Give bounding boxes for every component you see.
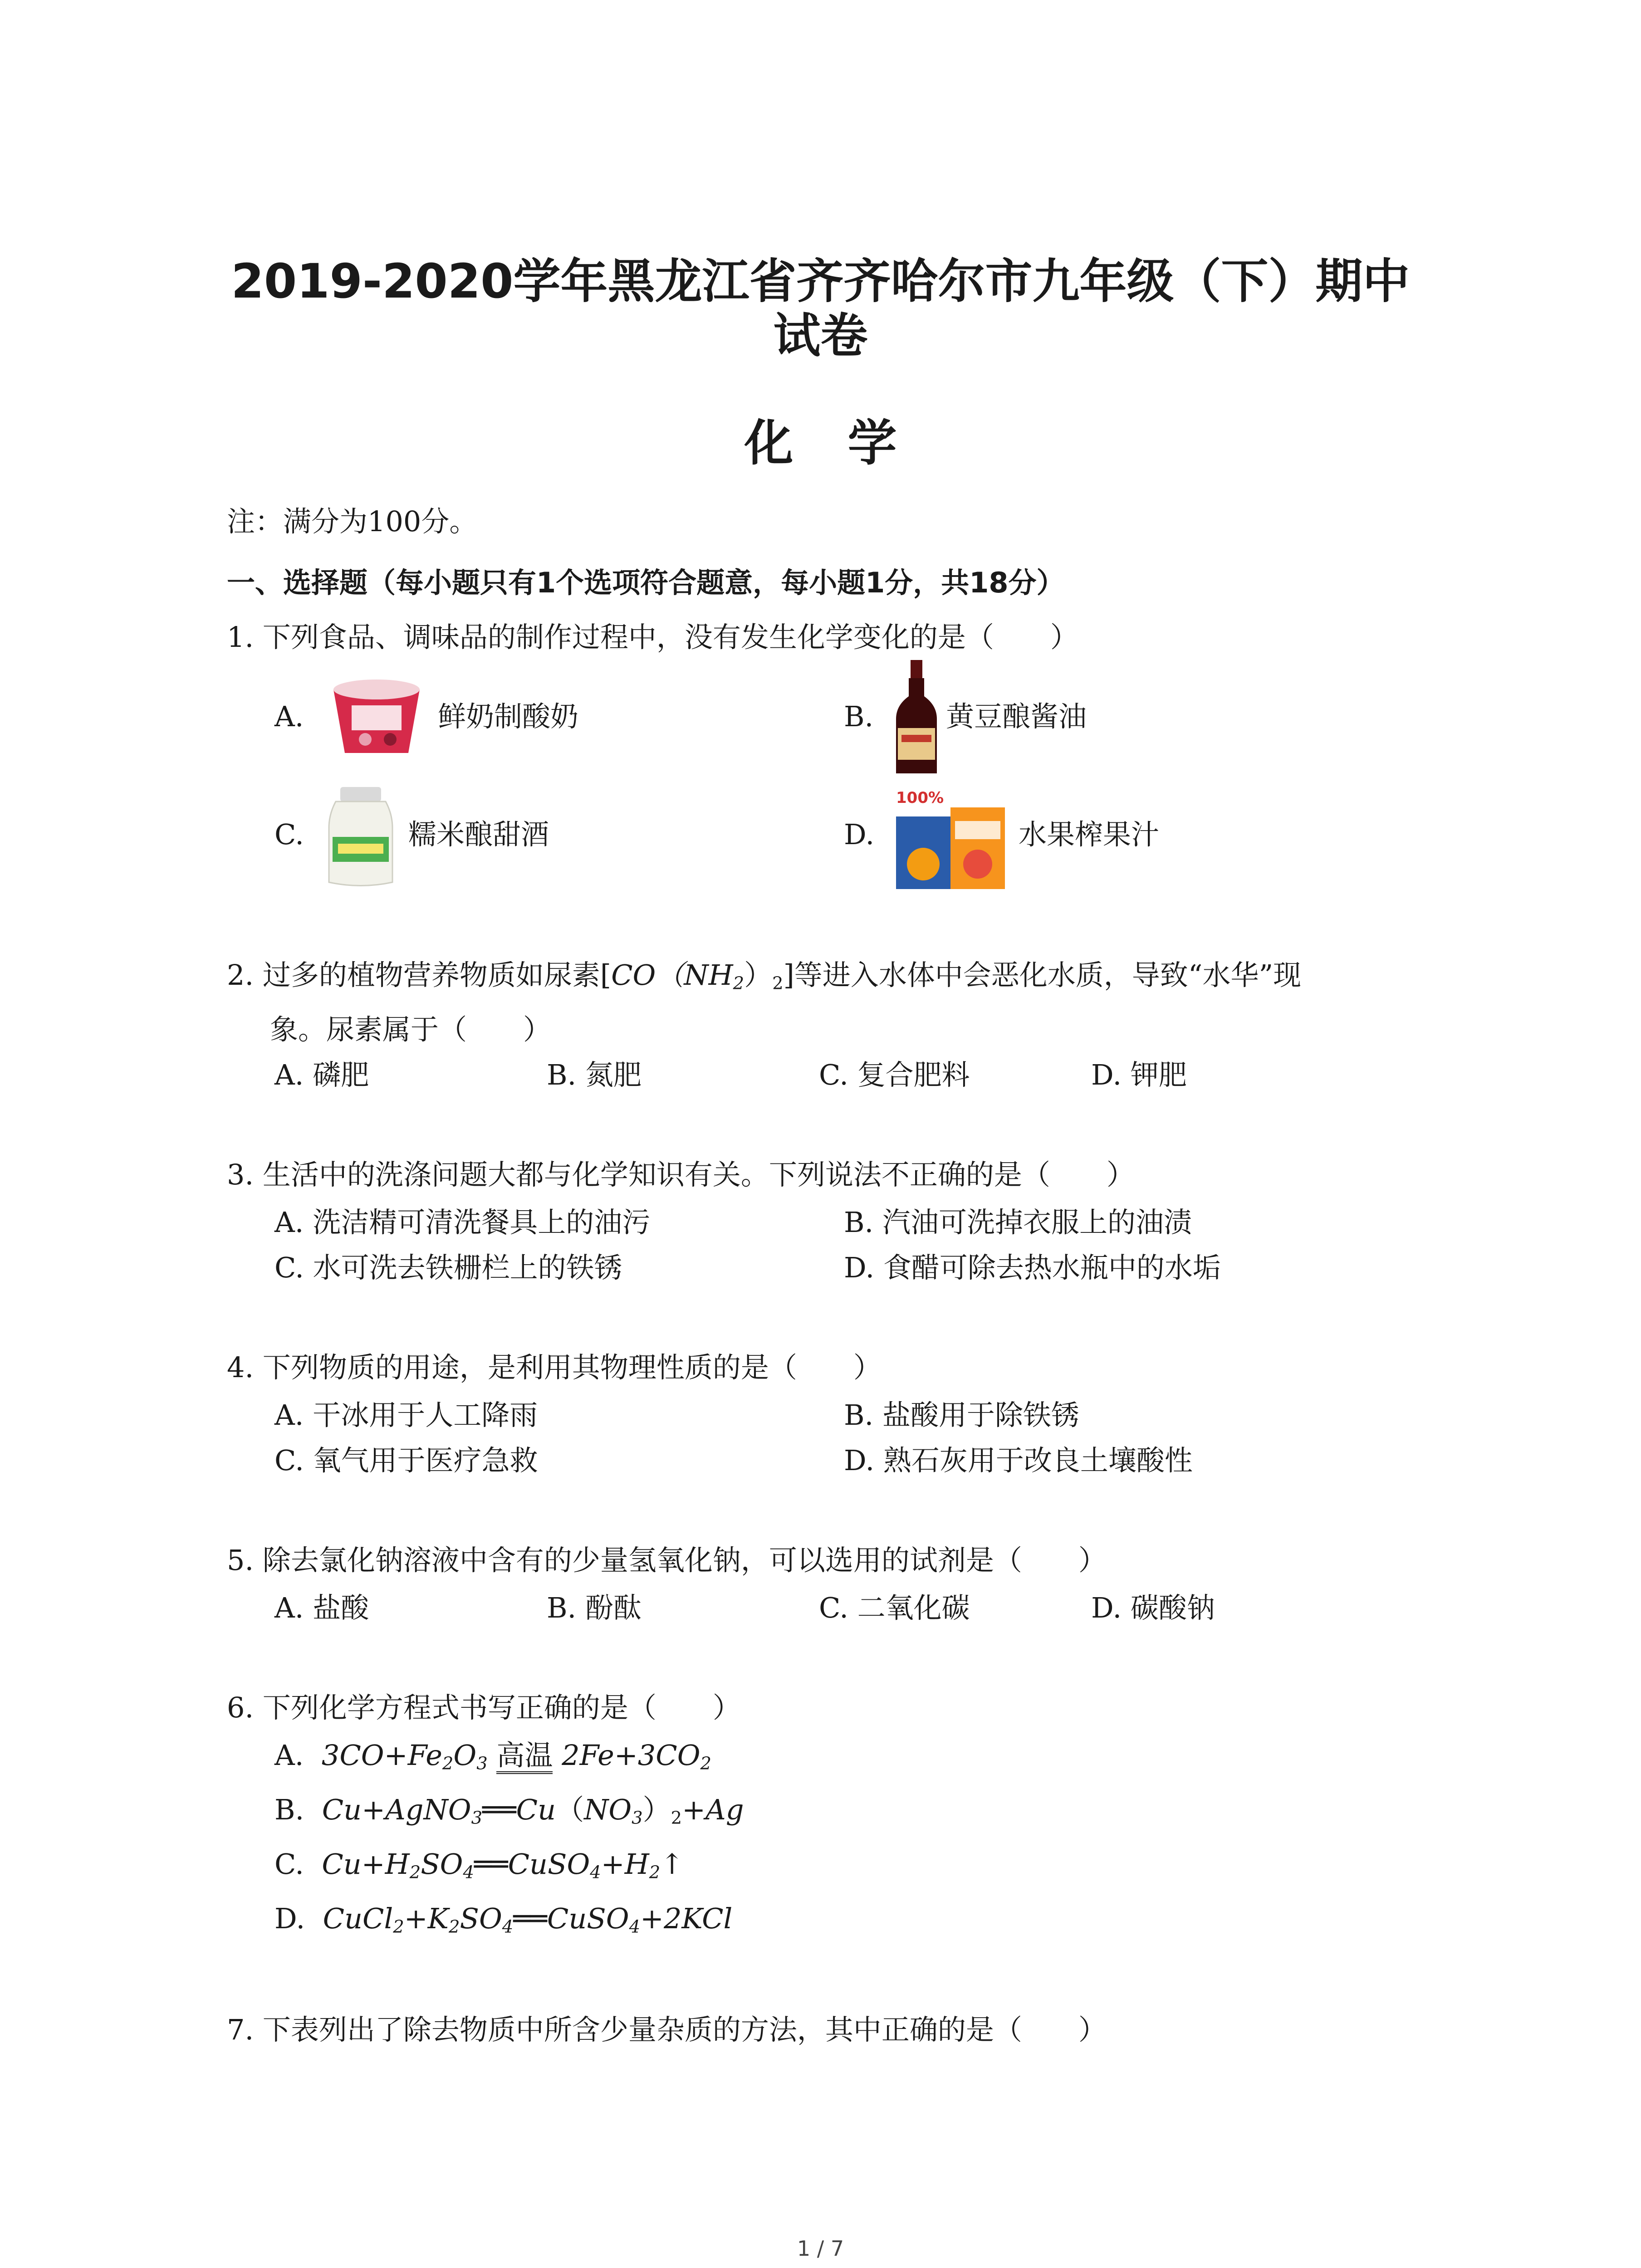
q3-option-c: C. 水可洗去铁栅栏上的铁锈	[274, 1251, 622, 1284]
question-7-stem: 7. 下表列出了除去物质中所含少量杂质的方法，其中正确的是（ ）	[227, 2013, 1107, 2046]
juice-badge: 100%	[896, 789, 944, 807]
question-4-stem: 4. 下列物质的用途，是利用其物理性质的是（ ）	[227, 1351, 882, 1384]
q2-option-b: B. 氮肥	[547, 1058, 642, 1091]
question-6-stem: 6. 下列化学方程式书写正确的是（ ）	[227, 1691, 741, 1724]
section-heading: 一、选择题（每小题只有1个选项符合题意，每小题1分，共18分）	[227, 566, 1065, 599]
page-number: 1 / 7	[797, 2236, 844, 2261]
page-title: 2019-2020学年黑龙江省齐齐哈尔市九年级（下）期中	[231, 254, 1410, 309]
q4-option-a: A. 干冰用于人工降雨	[274, 1398, 538, 1432]
q1-option-a-letter: A.	[274, 700, 304, 733]
q5-option-a: A. 盐酸	[274, 1591, 369, 1624]
q5-option-b: B. 酚酞	[547, 1591, 642, 1624]
q6-option-c: C. $Cu+H_2SO_4══CuSO_4+H_2↑$	[274, 1848, 684, 1883]
q6-option-b: B. $Cu+AgNO_3══Cu(NO_3)_2+Ag$	[274, 1793, 744, 1828]
page-title-line2: 试卷	[773, 308, 868, 363]
q5-option-c: C. 二氧化碳	[819, 1591, 970, 1624]
q6-option-a: A. $3CO+Fe_2O_3$ 高温 $2Fe+3CO_2$	[274, 1739, 711, 1774]
q2-option-c: C. 复合肥料	[819, 1058, 970, 1091]
q1-option-d-text: 水果榨果汁	[1019, 818, 1160, 851]
score-note: 注：满分为100分。	[227, 505, 478, 538]
q3-option-a: A. 洗洁精可清洗餐具上的油污	[274, 1206, 651, 1239]
subject-heading: 化学	[744, 415, 951, 472]
q1-option-b-letter: B.	[844, 700, 874, 733]
q1-option-a-text: 鲜奶制酸奶	[438, 700, 579, 733]
q1-option-c-letter: C.	[274, 818, 304, 851]
question-1-stem: 1. 下列食品、调味品的制作过程中，没有发生化学变化的是（ ）	[227, 621, 1078, 654]
q4-option-c: C. 氧气用于医疗急救	[274, 1444, 538, 1477]
question-2-stem: 2. 过多的植物营养物质如尿素$[CO(NH_2)_2]$等进入水体中会恶化水质，导致“水华”现	[227, 958, 1302, 994]
rice-wine-jar-icon	[324, 787, 397, 889]
q4-option-b: B. 盐酸用于除铁锈	[844, 1398, 1079, 1432]
q1-option-b-text: 黄豆酿酱油	[946, 700, 1087, 733]
q1-option-d-letter: D.	[844, 818, 875, 851]
q6-option-d: D. $CuCl_2+K_2SO_4══CuSO_4+2KCl$	[274, 1902, 733, 1937]
q1-option-c-text: 糯米酿甜酒	[408, 818, 549, 851]
soy-sauce-bottle-icon	[892, 660, 941, 778]
q2-option-a: A. 磷肥	[274, 1058, 369, 1091]
q3-option-d: D. 食醋可除去热水瓶中的水垢	[844, 1251, 1221, 1284]
question-2-stem-line2: 象。尿素属于（ ）	[270, 1013, 552, 1046]
q3-option-b: B. 汽油可洗掉衣服上的油渍	[844, 1206, 1192, 1239]
question-3-stem: 3. 生活中的洗涤问题大都与化学知识有关。下列说法不正确的是（ ）	[227, 1158, 1135, 1191]
question-5-stem: 5. 除去氯化钠溶液中含有的少量氢氧化钠，可以选用的试剂是（ ）	[227, 1544, 1107, 1577]
juice-boxes-icon	[892, 785, 1009, 894]
q5-option-d: D. 碳酸钠	[1091, 1591, 1215, 1624]
q4-option-d: D. 熟石灰用于改良土壤酸性	[844, 1444, 1193, 1477]
q2-option-d: D. 钾肥	[1091, 1058, 1187, 1091]
yogurt-cup-icon	[324, 671, 429, 762]
